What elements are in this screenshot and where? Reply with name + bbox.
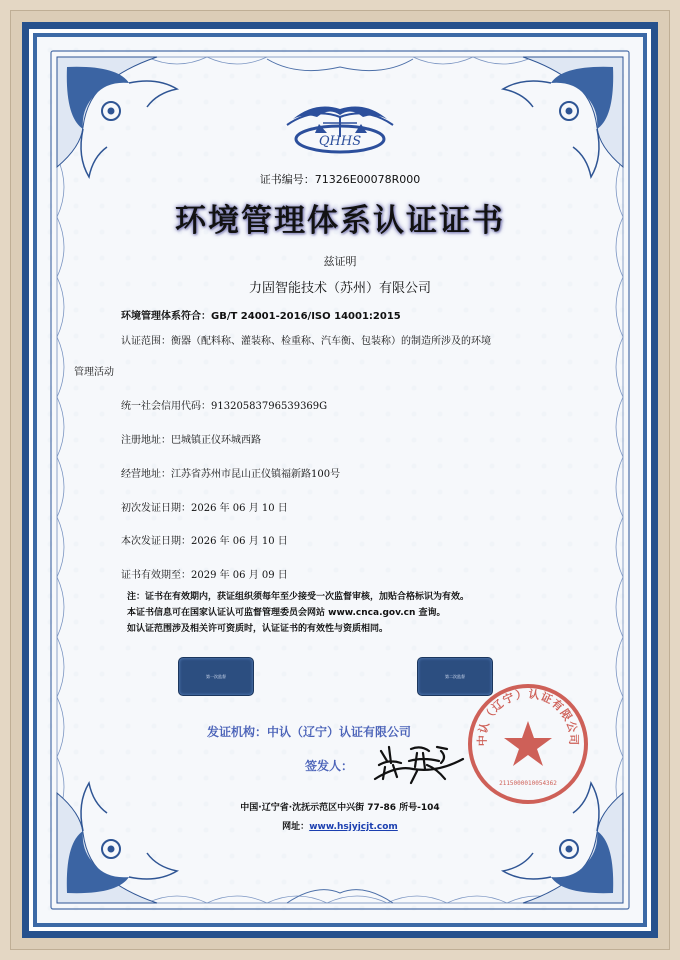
- note-line: 注：证书在有效期内，获证组织须每年至少接受一次监督审核，加贴合格标识为有效。: [127, 592, 470, 602]
- conform-value: GB/T 24001-2016/ISO 14001:2015: [211, 311, 401, 322]
- signer-label: 签发人：: [305, 759, 354, 773]
- this-issue-label: 本次发证日期：: [121, 536, 191, 547]
- signature-image: [367, 739, 467, 787]
- business-address: [121, 465, 340, 480]
- website-label: 网址：: [282, 822, 310, 832]
- cert-no-label: 证书编号：: [259, 173, 315, 186]
- issuer-address: 中国·辽宁省·沈抚示范区中兴街 77-86 所号-104: [240, 803, 440, 813]
- scales-of-justice-logo-icon: [285, 99, 395, 161]
- reg-address-label: 注册地址：: [121, 435, 171, 446]
- issuer-label: 发证机构：: [207, 725, 268, 739]
- this-issue-value: 2026 年 06 月 10 日: [191, 536, 288, 547]
- conform-label: 环境管理体系符合：: [121, 311, 211, 322]
- website-link[interactable]: www.hsjyjcjt.com: [309, 822, 398, 832]
- certificate-paper: [37, 37, 643, 923]
- company-name: 力固智能技术（苏州）有限公司: [248, 281, 431, 296]
- scope-line-1: [121, 332, 491, 347]
- website-line: [37, 819, 643, 832]
- expiry-value: 2029 年 06 月 09 日: [191, 570, 288, 581]
- reg-address-value: 巴城镇正仪环城西路: [171, 435, 261, 446]
- scope-label: 认证范围：: [121, 336, 171, 347]
- first-issue-value: 2026 年 06 月 10 日: [191, 503, 288, 514]
- biz-address-label: 经营地址：: [121, 469, 171, 480]
- page-title: 环境管理体系认证证书: [175, 203, 505, 239]
- credit-code: [121, 397, 327, 412]
- expiry-label: 证书有效期至：: [121, 570, 191, 581]
- note-line: 如认证范围涉及相关许可资质时，认证证书的有效性与资质相同。: [127, 624, 389, 634]
- seal-number: 2115000010054362: [499, 780, 557, 787]
- credit-code-label: 统一社会信用代码：: [121, 401, 211, 412]
- notes-block: [127, 589, 469, 637]
- seal-text: 中认（辽宁）认证有限公司: [475, 687, 581, 747]
- biz-address-value: 江苏省苏州市昆山正仪镇福新路100号: [171, 469, 341, 480]
- note-line: 本证书信息可在国家认证认可监督管理委员会网站 www.cnca.gov.cn 查询。: [127, 608, 446, 618]
- cert-no-value: 71326E00078R000: [314, 173, 421, 186]
- first-issue-date: [121, 499, 288, 514]
- logo-text: QHHS: [318, 134, 362, 149]
- company-seal-stamp: [465, 681, 591, 807]
- issuer-value: 中认（辽宁）认证有限公司: [267, 725, 412, 739]
- credit-code-value: 91320583796539369G: [211, 401, 328, 412]
- expiry-date: [121, 566, 288, 581]
- scope-value: 衡器（配料称、灌装称、检重称、汽车衡、包装称）的制造所涉及的环境: [171, 336, 491, 347]
- issuing-authority: [207, 723, 411, 740]
- certificate-number: [37, 171, 643, 187]
- this-issue-date: [121, 532, 288, 547]
- second-supervision-box: 第二次监督: [417, 657, 493, 696]
- registered-address: [121, 431, 261, 446]
- scope-line-2: 管理活动: [74, 367, 114, 378]
- first-supervision-box: 第一次监督: [178, 657, 254, 696]
- attest-text: 兹证明: [323, 255, 357, 268]
- first-issue-label: 初次发证日期：: [121, 503, 191, 514]
- standard-conformance: [121, 307, 401, 322]
